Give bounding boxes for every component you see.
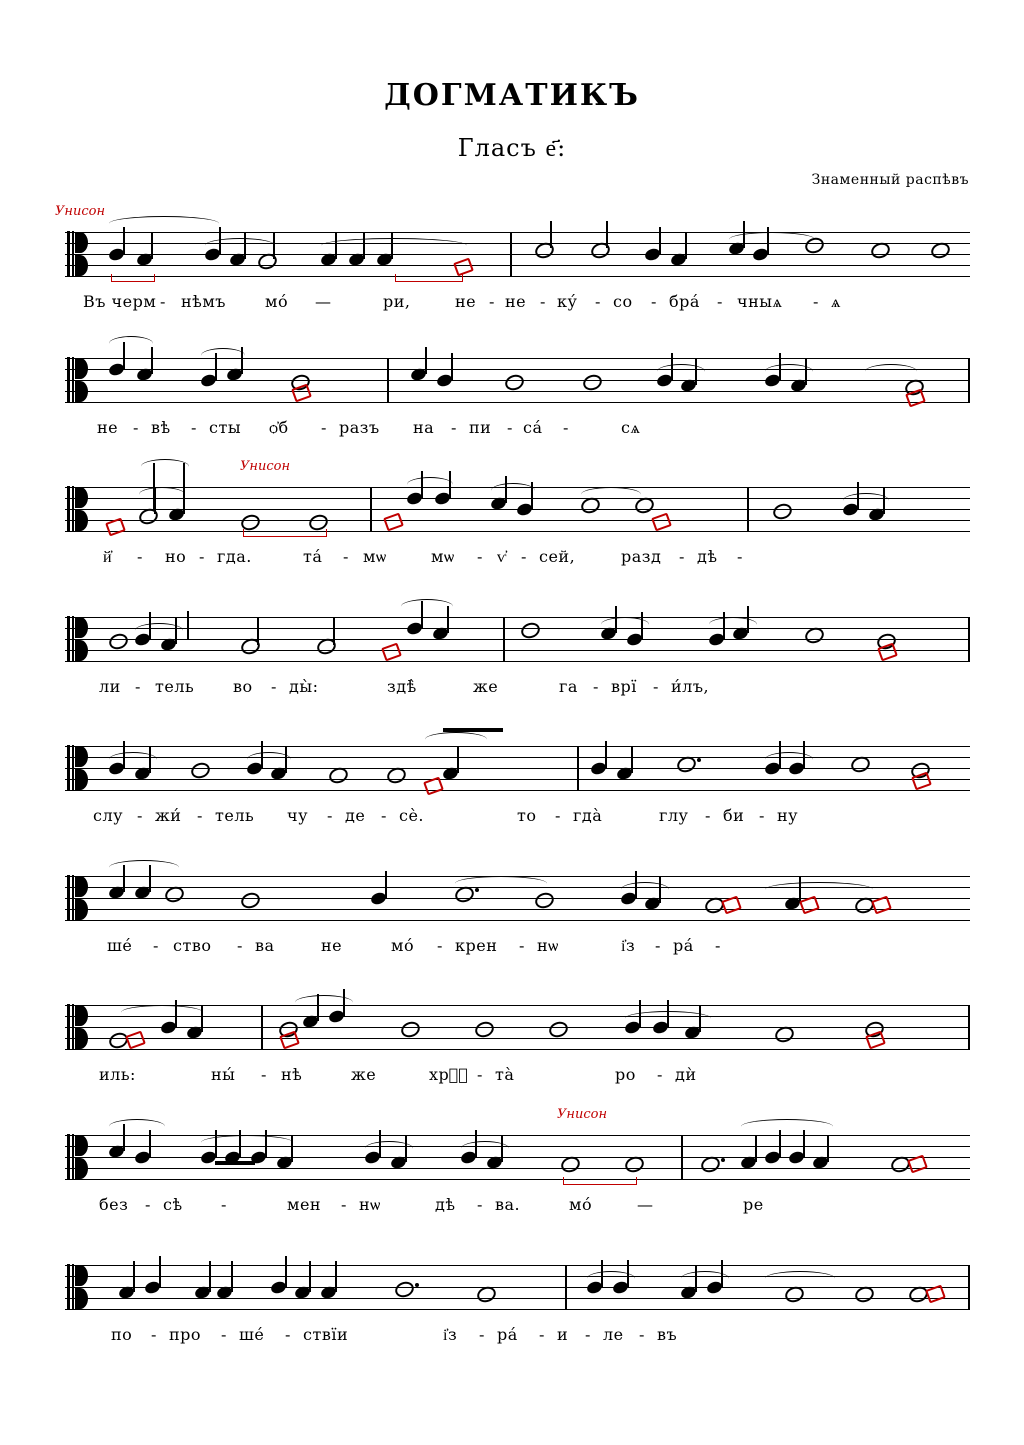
lyric-syllable: разд: [621, 547, 662, 566]
lyric-syllable: разъ: [339, 418, 380, 437]
lyric-syllable: крен: [455, 936, 498, 955]
lyric-syllable: нѡ: [359, 1195, 381, 1214]
lyric-syllable: ро: [615, 1065, 636, 1084]
system-8: [65, 1107, 970, 1214]
lyric-syllable: -: [715, 936, 721, 955]
lyric-syllable: ство: [173, 936, 212, 955]
lyrics-row-6: [65, 936, 970, 958]
lyric-syllable: -: [679, 547, 685, 566]
lyric-syllable: та́: [303, 547, 323, 566]
lyric-syllable: са́: [523, 418, 543, 437]
lyric-syllable: бра́: [669, 292, 700, 311]
lyrics-row-1: [65, 292, 970, 314]
lyric-syllable: -: [593, 677, 599, 696]
lyric-syllable: со: [613, 292, 633, 311]
lyrics-row-3: [65, 547, 970, 569]
lyric-syllable: -: [477, 1065, 483, 1084]
lyric-syllable: про: [169, 1325, 202, 1344]
c-clef-icon: [67, 231, 89, 278]
lyric-syllable: нѣ: [281, 1065, 303, 1084]
lyric-syllable: не: [505, 292, 527, 311]
lyric-syllable: -: [145, 1195, 151, 1214]
lyric-syllable: -: [153, 936, 159, 955]
lyric-syllable: мо́: [391, 936, 415, 955]
lyric-syllable: иль:: [99, 1065, 136, 1084]
lyric-syllable: -: [133, 418, 139, 437]
lyric-syllable: -: [585, 1325, 591, 1344]
chant-type-label: Знаменный распѣвъ: [811, 172, 969, 188]
lyric-syllable: слу: [93, 806, 124, 825]
lyric-syllable: -: [285, 1325, 291, 1344]
lyric-syllable: ва: [255, 936, 275, 955]
lyric-syllable: дѣ: [435, 1195, 456, 1214]
lyric-syllable: въ: [657, 1325, 678, 1344]
c-clef-icon: [67, 357, 89, 404]
lyric-syllable: но: [165, 547, 187, 566]
lyric-syllable: -: [705, 806, 711, 825]
lyric-syllable: -: [655, 936, 661, 955]
tone-subtitle: Гласъ е҃:: [457, 134, 567, 162]
c-clef-icon: [67, 1134, 89, 1181]
lyric-syllable: ле: [603, 1325, 624, 1344]
system-2: [65, 358, 970, 437]
lyrics-row-4: [65, 677, 970, 699]
lyric-syllable: вѣ: [151, 418, 171, 437]
lyric-syllable: -: [563, 418, 569, 437]
lyric-syllable: і҆з: [443, 1325, 458, 1344]
lyric-syllable: -: [595, 292, 601, 311]
system-6: [65, 876, 970, 955]
system-3: [65, 459, 970, 566]
staff-2: [65, 358, 970, 404]
lyric-syllable: ну: [777, 806, 799, 825]
lyric-syllable: мо́: [569, 1195, 593, 1214]
lyric-syllable: би: [723, 806, 745, 825]
lyric-syllable: ны́: [211, 1065, 236, 1084]
lyric-syllable: ѵ҆: [497, 547, 507, 566]
lyric-syllable: -: [191, 418, 197, 437]
lyric-syllable: и: [557, 1325, 569, 1344]
lyric-syllable: гда̀: [573, 806, 603, 825]
lyrics-row-9: [65, 1325, 970, 1347]
lyric-syllable: сѧ: [621, 418, 641, 437]
c-clef-icon: [67, 1264, 89, 1311]
lyric-syllable: -: [489, 292, 495, 311]
lyric-syllable: по: [111, 1325, 133, 1344]
lyric-syllable: —: [637, 1195, 654, 1214]
unison-label-3: Унисон: [240, 459, 291, 474]
lyrics-row-7: [65, 1065, 970, 1087]
lyric-syllable: то: [517, 806, 537, 825]
lyric-syllable: на: [413, 418, 435, 437]
lyric-syllable: -: [221, 1195, 227, 1214]
lyric-syllable: -: [540, 292, 546, 311]
lyric-syllable: дѣ: [697, 547, 718, 566]
lyric-syllable: -: [135, 677, 141, 696]
lyric-syllable: -: [639, 1325, 645, 1344]
lyric-syllable: не: [97, 418, 119, 437]
lyric-syllable: -: [199, 547, 205, 566]
lyric-syllable: мѡ: [363, 547, 387, 566]
lyric-syllable: -: [519, 936, 525, 955]
lyric-syllable: -: [197, 806, 203, 825]
lyric-syllable: ше́: [107, 936, 133, 955]
lyric-syllable: мо́: [265, 292, 289, 311]
lyric-syllable: -: [477, 547, 483, 566]
lyric-syllable: -: [555, 806, 561, 825]
system-7: [65, 1005, 970, 1084]
lyric-syllable: ѧ: [831, 292, 841, 311]
system-4: [65, 617, 970, 696]
c-clef-icon: [67, 1004, 89, 1051]
lyric-syllable: чныѧ: [737, 292, 783, 311]
lyric-syllable: -: [479, 1325, 485, 1344]
lyric-syllable: —: [315, 292, 332, 311]
lyric-syllable: -: [321, 418, 327, 437]
lyric-syllable: нѡ: [537, 936, 559, 955]
lyrics-row-8: [65, 1195, 970, 1217]
lyric-syllable: ва.: [495, 1195, 521, 1214]
lyric-syllable: -: [737, 547, 743, 566]
staff-8: [65, 1135, 970, 1181]
lyric-syllable: -: [327, 806, 333, 825]
lyric-syllable: и́лъ,: [671, 677, 710, 696]
lyric-syllable: мен: [287, 1195, 322, 1214]
lyric-syllable: ли: [99, 677, 121, 696]
lyric-syllable: же: [351, 1065, 377, 1084]
lyric-syllable: ствїи: [303, 1325, 349, 1344]
lyric-syllable: -: [759, 806, 765, 825]
lyric-syllable: здѣ̀: [387, 677, 417, 696]
lyric-syllable: га: [559, 677, 578, 696]
staff-3: [65, 487, 970, 533]
staff-5: [65, 746, 970, 792]
lyrics-row-2: [65, 418, 970, 440]
lyric-syllable: -: [653, 677, 659, 696]
lyric-syllable: ше́: [239, 1325, 265, 1344]
c-clef-icon: [67, 486, 89, 533]
lyric-syllable: глу: [659, 806, 689, 825]
lyric-syllable: -: [657, 1065, 663, 1084]
lyric-syllable: тель: [215, 806, 255, 825]
lyric-syllable: -: [151, 1325, 157, 1344]
lyric-syllable: -: [271, 677, 277, 696]
lyric-syllable: -: [261, 1065, 267, 1084]
staff-1: [65, 232, 970, 278]
lyric-syllable: сѐ.: [399, 806, 425, 825]
lyric-syllable: -: [237, 936, 243, 955]
lyric-syllable: -: [651, 292, 657, 311]
lyric-syllable: -: [451, 418, 457, 437]
lyric-syllable: ри,: [383, 292, 411, 311]
c-clef-icon: [67, 616, 89, 663]
lyric-syllable: не: [455, 292, 477, 311]
lyric-syllable: -: [137, 547, 143, 566]
lyric-syllable: чу: [287, 806, 308, 825]
lyric-syllable: ре: [743, 1195, 764, 1214]
lyric-syllable: і҆з: [621, 936, 636, 955]
lyric-syllable: дѝ: [675, 1065, 697, 1084]
lyric-syllable: Въ черм: [83, 292, 157, 311]
lyric-syllable: сѣ: [163, 1195, 183, 1214]
system-1: [55, 204, 970, 311]
lyric-syllable: ды̀:: [289, 677, 319, 696]
page-title: ДОГМАТИКЪ: [384, 78, 640, 113]
lyric-syllable: ра́: [673, 936, 694, 955]
lyric-syllable: -: [341, 1195, 347, 1214]
lyric-syllable: -: [477, 1195, 483, 1214]
lyrics-row-5: [65, 806, 970, 828]
lyric-syllable: врї: [611, 677, 637, 696]
c-clef-icon: [67, 745, 89, 792]
lyric-syllable: -: [813, 292, 819, 311]
unison-label-1: Унисон: [55, 204, 106, 219]
lyric-syllable: -: [507, 418, 513, 437]
lyric-syllable: нѣмъ: [181, 292, 226, 311]
lyric-syllable: хрⷭ҇: [429, 1065, 469, 1084]
lyric-syllable: ѻ҆б: [269, 418, 289, 437]
lyric-syllable: не: [321, 936, 343, 955]
lyric-syllable: й҆: [103, 547, 113, 566]
lyric-syllable: -: [539, 1325, 545, 1344]
lyric-syllable: сты: [209, 418, 242, 437]
lyric-syllable: -: [343, 547, 349, 566]
lyric-syllable: во: [233, 677, 253, 696]
lyric-syllable: та̀: [495, 1065, 515, 1084]
lyric-syllable: ра́: [497, 1325, 518, 1344]
lyric-syllable: де: [345, 806, 366, 825]
lyric-syllable: -: [717, 292, 723, 311]
c-clef-icon: [67, 875, 89, 922]
system-9: [65, 1265, 970, 1344]
lyric-syllable: -: [521, 547, 527, 566]
staff-6: [65, 876, 970, 922]
lyric-syllable: пи: [469, 418, 492, 437]
lyric-syllable: жи́: [155, 806, 182, 825]
lyric-syllable: гда.: [217, 547, 252, 566]
lyric-syllable: сей,: [539, 547, 576, 566]
lyric-syllable: -: [437, 936, 443, 955]
lyric-syllable: -: [381, 806, 387, 825]
lyric-syllable: -: [137, 806, 143, 825]
unison-label-8: Унисон: [557, 1107, 608, 1122]
lyric-syllable: тель: [155, 677, 195, 696]
staff-4: [65, 617, 970, 663]
lyric-syllable: -: [221, 1325, 227, 1344]
staff-9: [65, 1265, 970, 1311]
staff-7: [65, 1005, 970, 1051]
system-5: [65, 746, 970, 825]
lyric-syllable: мѡ: [431, 547, 455, 566]
lyric-syllable: без: [99, 1195, 129, 1214]
lyric-syllable: же: [473, 677, 499, 696]
lyric-syllable: -: [160, 292, 166, 311]
lyric-syllable: ку́: [557, 292, 578, 311]
